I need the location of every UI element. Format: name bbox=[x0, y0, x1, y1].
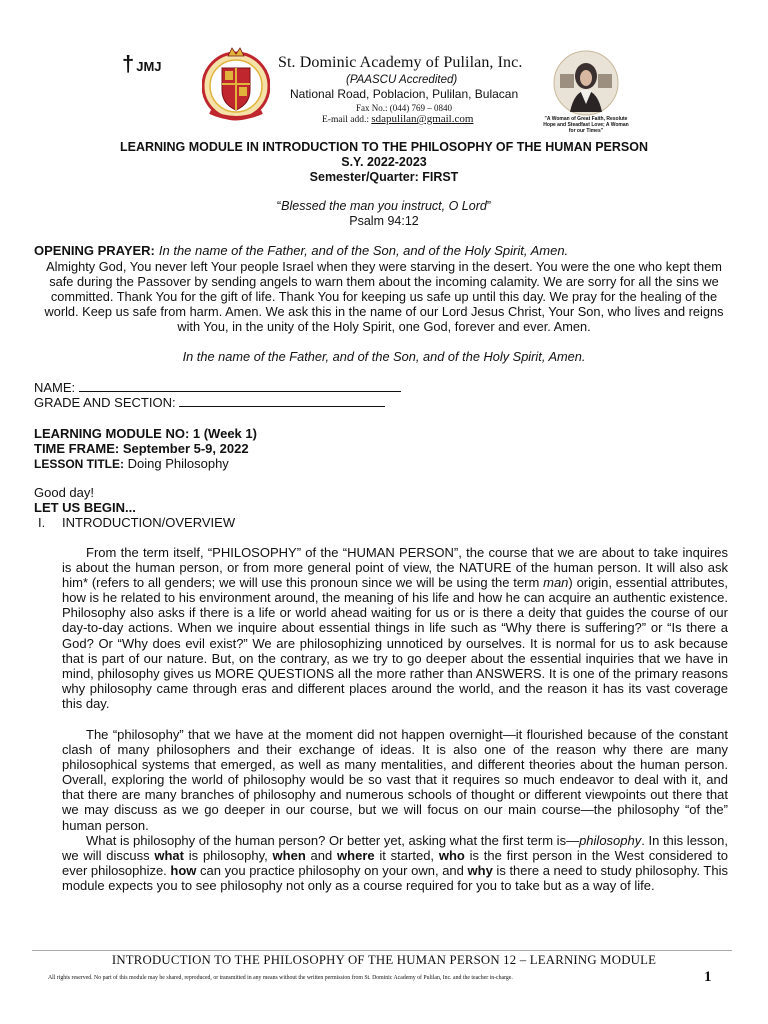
section-number: I. bbox=[38, 515, 46, 530]
p3-text-g: can you practice philosophy on your own, and bbox=[196, 863, 468, 879]
p3-where: where bbox=[337, 848, 375, 864]
p3-text-f: is the first person in the West considered to ever philosophize. bbox=[62, 848, 729, 879]
lesson-title: Doing Philosophy bbox=[127, 456, 229, 471]
email-link[interactable]: sdapulilan@gmail.com bbox=[371, 113, 474, 125]
prayer-opening: In the name of the Father, and of the Son, and of the Holy Spirit, Amen. bbox=[158, 243, 569, 258]
paragraph-2: The “philosophy” that we have at the moment did not happen overnight—it flourished because of the constant clash of many philosophers and their exchange of ideas. It is also one of the reason why there are many philosophical systems that emerged, as well as many mentalities, and different theories about the human person. Overall, exploring the world of philosophy would be so vast that it requires so much endeavor to deal with it, and that there are many branches of philosophy and numerous schools of thought or different viewpoints out there that we may discuss as we go deeper in our course, but we will focus on our main course—the philosophy “of the” human person. bbox=[62, 727, 728, 833]
page-number: 1 bbox=[704, 969, 712, 985]
let-us-begin: LET US BEGIN... bbox=[34, 500, 136, 515]
time-frame: TIME FRAME: September 5-9, 2022 bbox=[34, 441, 249, 456]
section-heading bbox=[38, 515, 235, 530]
school-name: St. Dominic Academy of Pulilan, Inc. bbox=[278, 54, 523, 71]
footer-title: INTRODUCTION TO THE PHILOSOPHY OF THE HUMAN PERSON 12 – LEARNING MODULE bbox=[111, 953, 657, 967]
jmj-mark bbox=[122, 51, 162, 76]
prayer-body: Almighty God, You never left Your people Israel when they were starving in the desert. You were the one who kept them safe during the Passover by sending angels to warn them about the incoming calamity. We are sorry for all the sins we committed. Thank You for the gift of life. Thank You for keeping us safe up until this day. We pray for the healing of the world. Keep us safe from harm. Amen. We ask this in the name of our Lord Jesus Christ, Your Son, who lives and reigns with You, in the unity of the Holy Spirit, one God, forever and ever. Amen. bbox=[44, 259, 724, 334]
p3-text-a: What is philosophy of the human person? Or better yet, asking what the first term is— bbox=[86, 833, 580, 848]
grade-label: GRADE AND SECTION: bbox=[34, 395, 176, 410]
semester: Semester/Quarter: FIRST bbox=[309, 170, 459, 184]
p1-text-b: ) origin, essential attributes, how is he related to his environment around, the meaning of his life and how he can acquire an authentic existence. Philosophy also asks if there is a life or world ahead waiting for us or is there a deity that guides the course of our day-to-day actions. When we inquire about essential things in life such as “Why there is suffering?” or “Is there a God? Or “Why does evil exist?” We are philosophizing unnoticed by ourselves. It is normal for us to ask because that is part of our nature. But, on the contrary, as we try to go deeper about the essential inquiries that we have in mind, philosophy gives us MORE QUESTIONS all the more rather than ANSWERS. It is one of the primary reasons why philosophy came through eras and different places around the world, and the reason it has its vast coverage this day. bbox=[62, 575, 729, 711]
p3-what: what bbox=[154, 848, 184, 864]
p3-philosophy: philosophy bbox=[579, 833, 642, 848]
school-address: National Road, Poblacion, Pulilan, Bulacan bbox=[290, 87, 519, 101]
name-field[interactable] bbox=[34, 380, 401, 395]
email-label: E-mail add.: bbox=[322, 115, 369, 125]
school-info bbox=[278, 54, 558, 125]
p3-how: how bbox=[170, 863, 197, 879]
p3-who: who bbox=[438, 848, 465, 864]
p3-text-e: it started, bbox=[374, 848, 439, 864]
prayer-label: OPENING PRAYER: bbox=[34, 243, 155, 258]
lesson-label: LESSON TITLE: bbox=[34, 457, 124, 471]
greeting: Good day! bbox=[34, 485, 94, 500]
lesson-title-line bbox=[34, 456, 229, 471]
school-fax: Fax No.: (044) 769 – 0840 bbox=[356, 103, 452, 113]
module-number: LEARNING MODULE NO: 1 (Week 1) bbox=[34, 426, 257, 441]
school-email-line bbox=[278, 113, 558, 125]
quote-text: Blessed the man you instruct, O Lord bbox=[281, 199, 487, 213]
p3-text-h: is there a need to study philosophy. This module expects you to see philosophy not only as a course required for you to take but as a way of life. bbox=[62, 863, 728, 894]
paragraph-3 bbox=[62, 833, 728, 893]
p3-when: when bbox=[272, 848, 306, 864]
p3-text-d: and bbox=[305, 848, 338, 864]
p3-why: why bbox=[467, 863, 493, 879]
p1-text-a: From the term itself, “PHILOSOPHY” of the “HUMAN PERSON”, the course that we are about to take inquires is about the human person, or from more general point of view, the NATURE of the human person. It will also ask him* (refers to all genders; we will use this pronoun since we will be using the term bbox=[62, 545, 728, 591]
section-title: INTRODUCTION/OVERVIEW bbox=[62, 515, 236, 530]
p3-text-b: . In this lesson, we will discuss bbox=[62, 833, 729, 864]
grade-section-field[interactable] bbox=[34, 395, 385, 410]
footer-divider bbox=[32, 950, 732, 951]
school-year: S.Y. 2022-2023 bbox=[341, 155, 427, 169]
module-title: LEARNING MODULE IN INTRODUCTION TO THE PHILOSOPHY OF THE HUMAN PERSON bbox=[119, 140, 649, 154]
p3-text-c: is philosophy, bbox=[184, 848, 273, 864]
accreditation: (PAASCU Accredited) bbox=[346, 74, 458, 86]
cross-icon: † bbox=[122, 51, 135, 76]
paragraph-1 bbox=[62, 545, 728, 711]
jmj-text: JMJ bbox=[136, 59, 162, 74]
school-crest-logo bbox=[202, 46, 270, 124]
saint-portrait-image bbox=[552, 50, 620, 116]
name-label: NAME: bbox=[34, 380, 76, 395]
opening-prayer-heading bbox=[34, 243, 568, 258]
footer-rights-notice: All rights reserved. No part of this module may be shared, reproduced, or transmitted in any means without the written permission from St. Dominic Academy of Pulilan, Inc. and the teacher in-charge. bbox=[48, 975, 513, 981]
psalm-reference: Psalm 94:12 bbox=[349, 214, 419, 228]
motto-text: "A Woman of Great Faith, Resolute Hope and Steadfast Love; A Woman for our Times" bbox=[543, 116, 629, 134]
prayer-closing: In the name of the Father, and of the Son, and of the Holy Spirit, Amen. bbox=[182, 349, 586, 364]
p1-man: man bbox=[543, 575, 569, 591]
bible-quote: “Blessed the man you instruct, O Lord” bbox=[276, 199, 491, 213]
name-blank-line[interactable] bbox=[79, 381, 401, 392]
grade-blank-line[interactable] bbox=[179, 396, 385, 407]
